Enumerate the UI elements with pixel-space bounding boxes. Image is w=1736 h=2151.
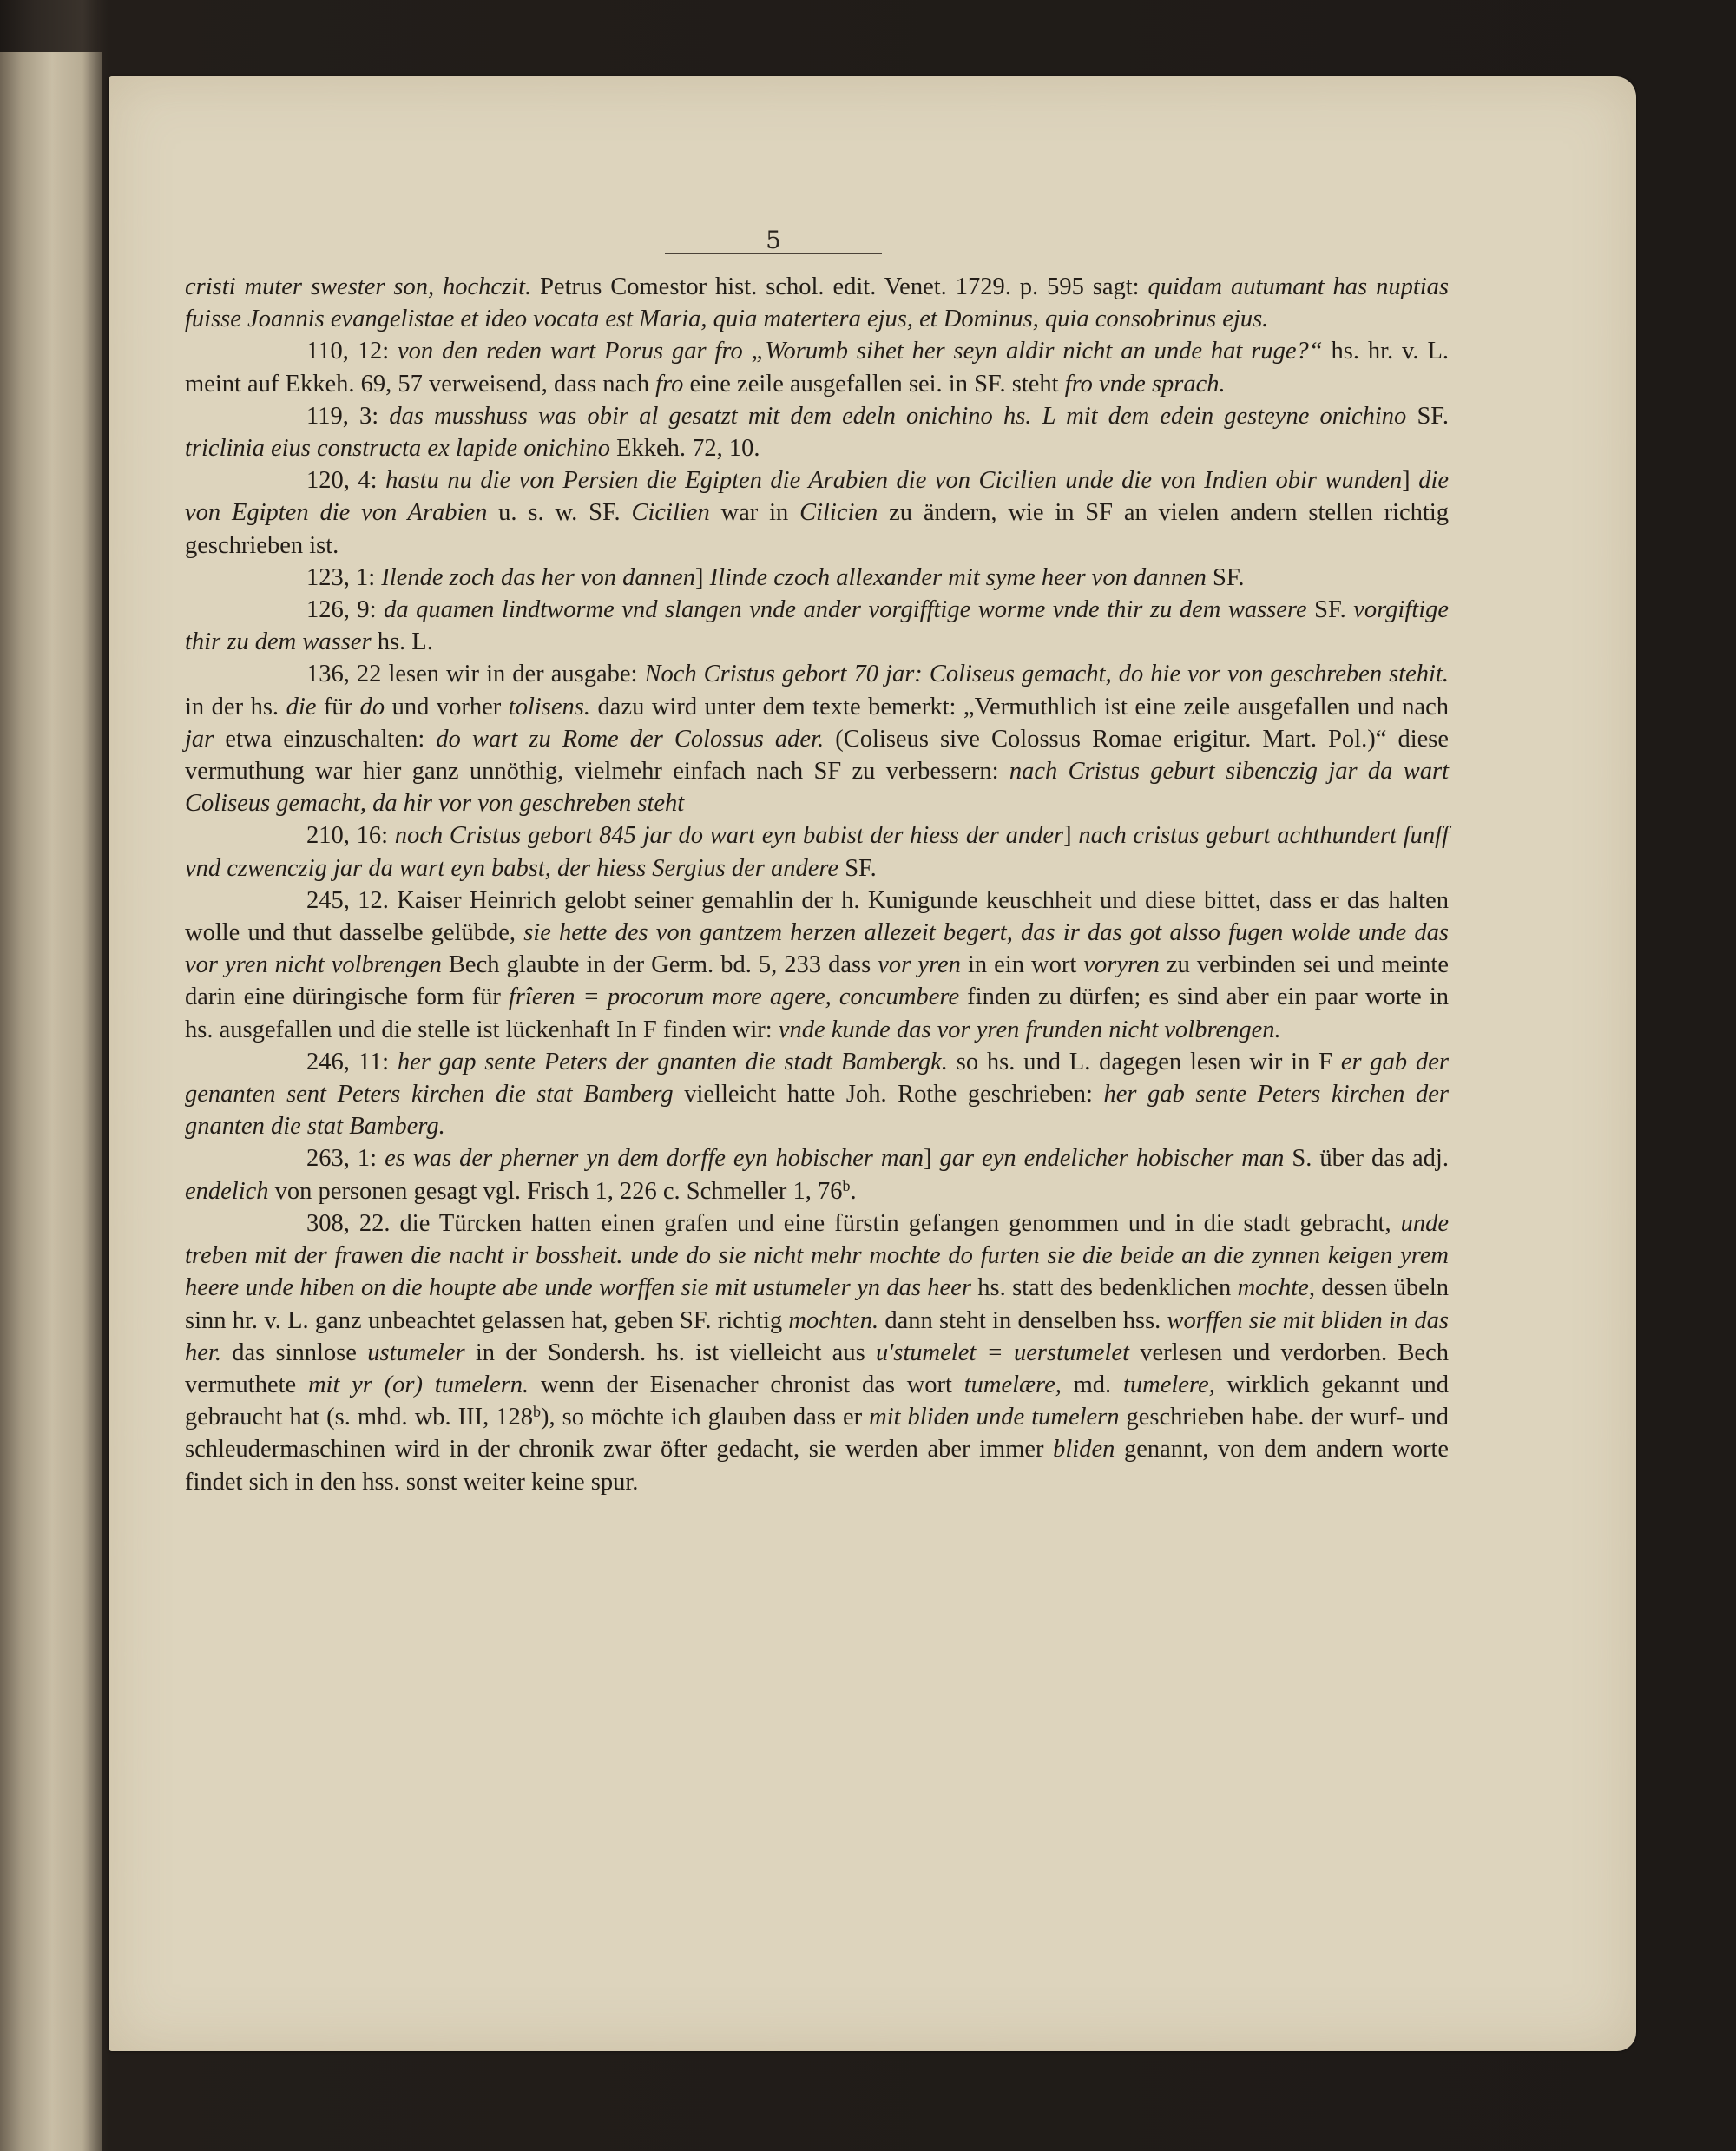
roman-run: in ein wort bbox=[960, 951, 1084, 979]
italic-run: er gab der genanten sent Peters kirchen die stat Bamberg bbox=[185, 1048, 1449, 1108]
roman-run: zu verbinden sei und meinte darin eine düringische form für bbox=[185, 951, 1449, 1011]
roman-run: 210, 16: bbox=[306, 822, 395, 850]
italic-run: jar bbox=[185, 725, 214, 753]
italic-run: vorgiftige thir zu dem wasser bbox=[185, 596, 1450, 656]
roman-run: 126, 9: bbox=[306, 596, 385, 624]
superscript-run: b bbox=[533, 1403, 541, 1421]
italic-run: do bbox=[359, 693, 385, 720]
roman-run: u. s. w. SF. bbox=[487, 499, 632, 527]
roman-run: wirklich gekannt und gebraucht hat (s. mhd. wb. III, 128 bbox=[185, 1371, 1449, 1431]
paragraph bbox=[185, 1207, 1449, 1498]
roman-run: zu ändern, wie in SF an vielen andern stellen richtig geschrieben ist. bbox=[185, 499, 1449, 559]
italic-run: Ilinde czoch allexander mit syme heer von dannen bbox=[709, 563, 1207, 591]
roman-run: hs. statt des bedenklichen bbox=[970, 1274, 1238, 1302]
italic-run: unde treben mit der frawen die nacht ir bossheit. unde do sie nicht mehr mochte do furten sie die beide an die zynnen keigen yrem heere unde hiben on die houpte abe unde worffen sie mit ustumeler yn das heer bbox=[185, 1209, 1449, 1302]
roman-run: ] bbox=[1402, 467, 1419, 495]
italic-run: endelich bbox=[185, 1177, 269, 1205]
italic-run: sie hette des von gantzem herzen allezeit begert, das ir das got alsso fugen wolde unde das vor yren nicht volbrengen bbox=[185, 919, 1450, 979]
italic-run: Cilicien bbox=[799, 499, 878, 527]
italic-run: mochten. bbox=[788, 1306, 879, 1334]
roman-run: 136, 22 lesen wir in der ausgabe: bbox=[306, 661, 645, 688]
roman-run: md. bbox=[1061, 1371, 1123, 1398]
roman-run: war in bbox=[709, 499, 800, 527]
paragraph bbox=[185, 464, 1449, 562]
roman-run: ] bbox=[695, 563, 710, 591]
roman-run: so hs. und L. dagegen lesen wir in F bbox=[947, 1048, 1341, 1076]
italic-run: cristi muter swester son, hochczit. bbox=[185, 273, 532, 300]
roman-run: in der Sondersh. hs. ist vielleicht aus bbox=[464, 1339, 876, 1366]
italic-run: hastu nu die von Persien die Egipten die Arabien die von Cicilien unde die von Indien obir wunden bbox=[385, 467, 1403, 495]
paragraph bbox=[185, 819, 1449, 884]
roman-run: von personen gesagt vgl. Frisch 1, 226 c. Schmeller 1, 76 bbox=[268, 1177, 843, 1205]
roman-run: Ekkeh. 72, 10. bbox=[609, 435, 760, 463]
roman-run: 263, 1: bbox=[306, 1145, 385, 1173]
paragraph bbox=[185, 335, 1449, 399]
italic-run: Ilende zoch das her von dannen bbox=[381, 563, 696, 591]
italic-run: tolisens. bbox=[508, 693, 591, 720]
roman-run: Petrus Comestor hist. schol. edit. Venet. 1729. p. 595 sagt: bbox=[531, 273, 1148, 300]
roman-run: etwa einzuschalten: bbox=[214, 725, 437, 753]
roman-run: in der hs. bbox=[185, 693, 286, 720]
italic-run: frîeren = procorum more agere, concumbere bbox=[508, 983, 960, 1011]
paragraph bbox=[185, 1046, 1449, 1143]
italic-run: ustumeler bbox=[367, 1339, 465, 1366]
roman-run: für bbox=[316, 693, 360, 720]
roman-run: das sinnlose bbox=[220, 1339, 368, 1366]
italic-run: das musshuss was obir al gesatzt mit dem edeln onichino hs. L mit dem edein gesteyne onichino bbox=[389, 402, 1407, 430]
italic-run: die von Egipten die von Arabien bbox=[185, 467, 1450, 527]
italic-run: mit bliden unde tumelern bbox=[869, 1404, 1120, 1431]
italic-run: tumelere, bbox=[1122, 1371, 1215, 1398]
roman-run: 123, 1: bbox=[306, 563, 382, 591]
roman-run: . bbox=[850, 1177, 857, 1205]
italic-run: Noch Cristus gebort 70 jar: Coliseus gemacht, do hie vor von geschreben stehit. bbox=[644, 661, 1449, 688]
italic-run: von den reden wart Porus gar fro „Worumb sihet her seyn aldir nicht an unde hat ruge?“ bbox=[398, 338, 1323, 365]
paragraph bbox=[185, 1142, 1449, 1207]
italic-run: do wart zu Rome der Colossus ader. bbox=[436, 725, 825, 753]
roman-run: ] bbox=[1063, 822, 1079, 850]
roman-run: 308, 22. die Türcken hatten einen grafen und eine fürstin gefangen genommen und in die stadt gebracht, bbox=[306, 1209, 1401, 1237]
roman-run: 119, 3: bbox=[306, 402, 390, 430]
roman-run: SF. bbox=[838, 854, 877, 882]
italic-run: u'stumelet = uerstumelet bbox=[875, 1339, 1129, 1366]
roman-run: ] bbox=[923, 1145, 940, 1173]
italic-run: quidam autumant has nuptias fuisse Joannis evangelistae et ideo vocata est Maria, quia matertera ejus, et Dominus, quia consobrinus ejus. bbox=[185, 273, 1450, 333]
roman-run: wenn der Eisenacher chronist das wort bbox=[529, 1371, 964, 1398]
italic-run: da quamen lindtworme vnd slangen vnde ander vorgifftige worme vnde thir zu dem wassere bbox=[384, 596, 1307, 624]
italic-run: die bbox=[286, 693, 317, 720]
roman-run: 246, 11: bbox=[306, 1048, 398, 1076]
italic-run: her gab sente Peters kirchen der gnanten die stat Bamberg. bbox=[185, 1081, 1449, 1141]
roman-run: S. über das adj. bbox=[1284, 1145, 1449, 1173]
roman-run: SF. bbox=[1206, 563, 1245, 591]
roman-run: hs. L. bbox=[371, 628, 433, 656]
italic-run: fro bbox=[655, 370, 684, 398]
italic-run: Cicilien bbox=[631, 499, 710, 527]
roman-run: dazu wird unter dem texte bemerkt: „Vermuthlich ist eine zeile ausgefallen und nach bbox=[590, 693, 1449, 720]
paragraph bbox=[185, 271, 1449, 335]
roman-run: vielleicht hatte Joh. Rothe geschrieben: bbox=[673, 1081, 1104, 1108]
italic-run: triclinia eius constructa ex lapide onichino bbox=[185, 435, 610, 463]
italic-run: worffen sie mit bliden in das her. bbox=[185, 1306, 1449, 1366]
roman-run: hs. hr. v. L. meint auf Ekkeh. 69, 57 verweisend, dass nach bbox=[185, 338, 1449, 398]
roman-run: geschrieben habe. der wurf- und schleudermaschinen wird in der chronik zwar öfter gedacht, sie werden aber immer bbox=[185, 1404, 1449, 1464]
italic-run: mit yr (or) tumelern. bbox=[307, 1371, 529, 1398]
page-number: 5 bbox=[766, 226, 781, 254]
italic-run: nach cristus geburt achthundert funff vnd czwenczig jar da wart eyn babst, der hiess Sergius der andere bbox=[185, 822, 1450, 882]
italic-run: bliden bbox=[1053, 1436, 1115, 1464]
italic-run: noch Cristus gebort 845 jar do wart eyn babist der hiess der ander bbox=[394, 822, 1064, 850]
roman-run: dessen übeln sinn hr. v. L. ganz unbeachtet gelassen hat, geben SF. richtig bbox=[185, 1274, 1449, 1334]
paragraph bbox=[185, 594, 1449, 658]
roman-run: dann steht in denselben hss. bbox=[878, 1306, 1167, 1334]
roman-run: ), so möchte ich glauben dass er bbox=[541, 1404, 870, 1431]
italic-run: es was der pherner yn dem dorffe eyn hobischer man bbox=[385, 1145, 924, 1173]
body-text bbox=[185, 271, 1449, 1498]
paragraph bbox=[185, 885, 1449, 1046]
roman-run: SF. bbox=[1406, 402, 1449, 430]
roman-run: eine zeile ausgefallen sei. in SF. steht bbox=[683, 370, 1065, 398]
roman-run: SF. bbox=[1306, 596, 1354, 624]
italic-run: her gap sente Peters der gnanten die stadt Bambergk. bbox=[397, 1048, 948, 1076]
italic-run: gar eyn endelicher hobischer man bbox=[939, 1145, 1285, 1173]
italic-run: vor yren bbox=[878, 951, 961, 979]
roman-run: 245, 12. Kaiser Heinrich gelobt seiner gemahlin der h. Kunigunde keuschheit und diese bittet, dass er das halten wolle und thut dasselbe gelübde, bbox=[185, 886, 1449, 947]
roman-run: 120, 4: bbox=[306, 467, 386, 495]
superscript-run: b bbox=[842, 1176, 851, 1194]
italic-run: voryren bbox=[1083, 951, 1160, 979]
roman-run: finden zu dürfen; es sind aber ein paar worte in hs. ausgefallen und die stelle ist lückenhaft In F finden wir: bbox=[185, 983, 1449, 1043]
roman-run: 110, 12: bbox=[306, 338, 398, 365]
paragraph bbox=[185, 400, 1449, 464]
roman-run: (Coliseus sive Colossus Romae erigitur. Mart. Pol.)“ diese vermuthung war hier ganz unnöthig, vielmehr einfach nach SF zu verbessern: bbox=[185, 725, 1450, 786]
italic-run: tumelære, bbox=[963, 1371, 1062, 1398]
paragraph bbox=[185, 562, 1449, 594]
italic-run: vnde kunde das vor yren frunden nicht volbrengen. bbox=[778, 1016, 1281, 1043]
roman-run: Bech glaubte in der Germ. bd. 5, 233 dass bbox=[441, 951, 878, 979]
roman-run: und vorher bbox=[385, 693, 509, 720]
italic-run: fro vnde sprach. bbox=[1064, 370, 1226, 398]
roman-run: genannt, von dem andern worte findet sich in den hss. sonst weiter keine spur. bbox=[185, 1436, 1450, 1496]
italic-run: nach Cristus geburt sibenczig jar da wart Coliseus gemacht, da hir vor von geschreben steht bbox=[185, 758, 1449, 818]
paragraph bbox=[185, 658, 1449, 819]
roman-run: verlesen und verdorben. Bech vermuthete bbox=[185, 1339, 1449, 1398]
italic-run: mochte, bbox=[1237, 1274, 1315, 1302]
header-rule bbox=[665, 253, 882, 254]
left-page-edge bbox=[0, 52, 102, 2151]
